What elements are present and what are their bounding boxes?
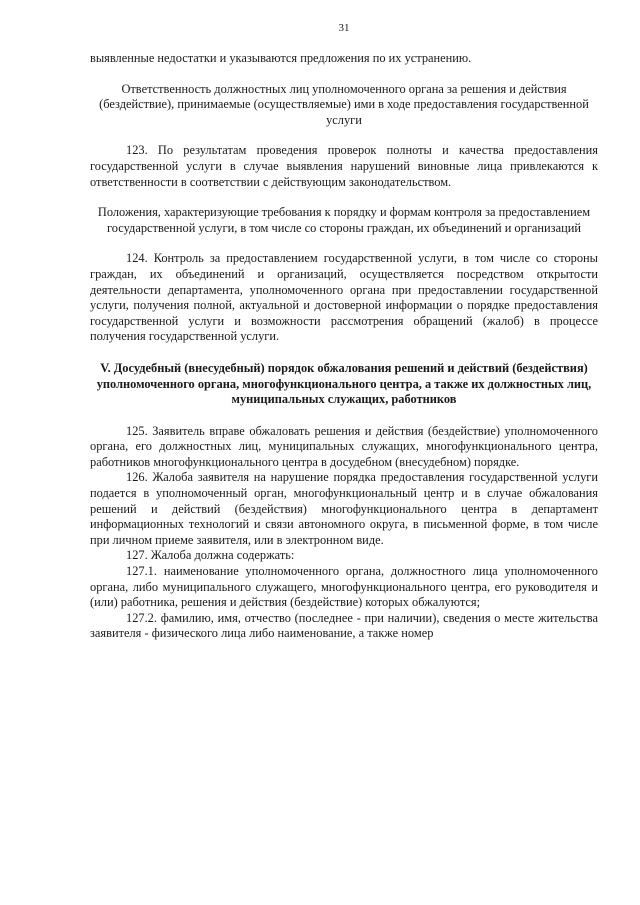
paragraph-126: 126. Жалоба заявителя на нарушение порядка предоставления государственной услуги подается в уполномоченный орган, многофункциональный центр и в случае обжалования решений и действий (бездействия) многофункционального центра в департамент информационных технологий и связи автономного округа, в письменной форме, в том числе при личном приеме заявителя, или в электронном виде. — [90, 470, 598, 547]
document-page — [90, 22, 598, 642]
paragraph-127-2: 127.2. фамилию, имя, отчество (последнее - при наличии), сведения о месте жительства заявителя - физического лица либо наименование, а также номер — [90, 610, 598, 641]
page-number: 31 — [338, 22, 350, 34]
paragraph-124: 124. Контроль за предоставлением государственной услуги, в том числе со стороны граждан, их объединений и организаций, осуществляется посредством открытости деятельности департамента, уполномоченного органа при предоставлении государственной услуги, получения полной, актуальной и достоверной информации о порядке предоставления государственной услуги и возможности рассмотрения обращений (жалоб) в процессе получения государственной услуги. — [90, 251, 598, 344]
paragraph-125: 125. Заявитель вправе обжаловать решения и действия (бездействие) уполномоченного органа, его должностных лиц, муниципальных служащих, многофункционального центра, работников многофункционального центра в досудебном (внесудебном) порядке. — [90, 423, 598, 469]
paragraph-127: 127. Жалоба должна содержать: — [126, 548, 295, 563]
paragraph-127-1: 127.1. наименование уполномоченного органа, должностного лица уполномоченного органа, либо муниципального служащего, многофункционального центра, его руководителя и (или) работника, решения и действия (бездействие) которых обжалуются; — [90, 564, 598, 610]
section-v-heading: V. Досудебный (внесудебный) порядок обжалования решений и действий (бездействия) уполномоченного органа, многофункционального центра, а также их должностных лиц, муниципальных служащих, работников — [96, 360, 592, 407]
subheading-control-requirements: Положения, характеризующие требования к порядку и формам контроля за предоставлением государственной услуги, в том числе со стороны граждан, их объединений и организаций — [97, 205, 591, 235]
paragraph-continuation: выявленные недостатки и указываются предложения по их устранению. — [90, 51, 472, 65]
subheading-responsibility: Ответственность должностных лиц уполномоченного органа за решения и действия (бездействие), принимаемые (осуществляемые) ими в ходе предоставления государственной услуги — [99, 81, 589, 127]
paragraph-123: 123. По результатам проведения проверок полноты и качества предоставления государственной услуги в случае выявления нарушений виновные лица привлекаются к ответственности в соответствии с действующим законодательством. — [90, 143, 598, 189]
